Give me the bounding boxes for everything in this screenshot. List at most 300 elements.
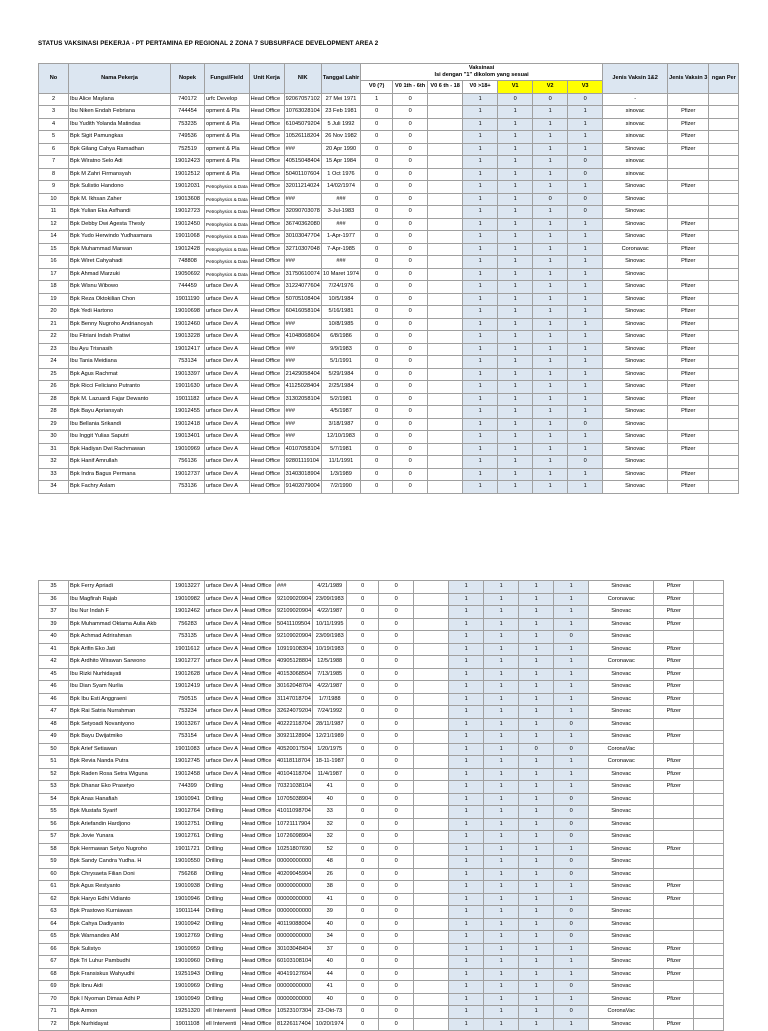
cell-nopek: 753135 xyxy=(171,631,205,644)
cell-nama: Bpk Chrysaeta Filian Doni xyxy=(69,868,171,881)
cell-v0-6-18 xyxy=(428,281,463,294)
cell-nopek: 19011721 xyxy=(171,843,205,856)
cell-v0-7: 0 xyxy=(361,256,393,269)
cell-v0-1-6: 0 xyxy=(393,118,428,131)
cell-dengan xyxy=(709,118,739,131)
cell-fungsi: Drilling xyxy=(205,793,241,806)
cell-jenis3: Pfizer xyxy=(668,343,709,356)
cell-fungsi: urface Dev A xyxy=(205,693,241,706)
cell-nik: 41125028404 xyxy=(284,381,321,394)
cell-v0-7: 0 xyxy=(347,743,379,756)
cell-jenis12: Coronavac xyxy=(603,243,668,256)
cell-v3: 1 xyxy=(554,993,589,1006)
table-row xyxy=(39,643,724,656)
cell-tgl: 11/4/1987 xyxy=(313,768,347,781)
table-row xyxy=(39,343,739,356)
cell-nama: Bpk Muhammad Marwan xyxy=(69,243,171,256)
cell-nik: 91402079004 xyxy=(284,481,321,494)
cell-fungsi: urface Dev A xyxy=(205,593,241,606)
cell-v2: 1 xyxy=(533,456,568,469)
cell-v0-7: 0 xyxy=(361,343,393,356)
cell-v2: 1 xyxy=(533,368,568,381)
cell-tgl: 32 xyxy=(313,818,347,831)
cell-fungsi: Drilling xyxy=(205,881,241,894)
cell-v1: 1 xyxy=(498,431,533,444)
cell-v0-7: 0 xyxy=(361,156,393,169)
cell-v1: 1 xyxy=(484,706,519,719)
cell-fungsi: Drilling xyxy=(205,943,241,956)
cell-nik: 41011098704 xyxy=(276,806,313,819)
table-row xyxy=(39,368,739,381)
cell-v1: 1 xyxy=(484,843,519,856)
cell-no: 64 xyxy=(39,918,69,931)
cell-v0-18: 1 xyxy=(449,956,484,969)
cell-no: 50 xyxy=(39,743,69,756)
cell-v3: 1 xyxy=(568,281,603,294)
cell-nik: 30162048704 xyxy=(276,681,313,694)
cell-nopek: 19251320 xyxy=(171,1006,205,1019)
cell-dengan xyxy=(694,831,724,844)
cell-jenis12: Sinovac xyxy=(589,668,654,681)
cell-v0-18: 1 xyxy=(449,943,484,956)
cell-v0-7: 0 xyxy=(361,306,393,319)
cell-nopek: 19010949 xyxy=(171,993,205,1006)
table-row xyxy=(39,406,739,419)
table-row xyxy=(39,956,724,969)
cell-v0-6-18 xyxy=(414,943,449,956)
cell-v0-18: 1 xyxy=(463,468,498,481)
header-v0-6-18: V0 6 th - 18 xyxy=(428,81,463,94)
cell-unit: Head Office xyxy=(249,193,284,206)
header-jenis3: Jenis Vaksin 3 xyxy=(668,64,709,94)
cell-dengan xyxy=(709,256,739,269)
cell-jenis3 xyxy=(654,743,694,756)
cell-v0-18: 1 xyxy=(449,831,484,844)
cell-tgl: 1/7/1988 xyxy=(313,693,347,706)
cell-v2: 1 xyxy=(519,906,554,919)
cell-nik: 40119088004 xyxy=(276,918,313,931)
cell-jenis3: Pfizer xyxy=(668,381,709,394)
cell-v3: 0 xyxy=(554,743,589,756)
cell-v0-1-6: 0 xyxy=(393,343,428,356)
cell-nopek: 19012769 xyxy=(171,931,205,944)
cell-nik: 40520017504 xyxy=(276,743,313,756)
cell-jenis12: Sinovac xyxy=(603,468,668,481)
cell-jenis12: Sinovac xyxy=(589,993,654,1006)
cell-dengan xyxy=(709,193,739,206)
cell-dengan xyxy=(694,1006,724,1019)
cell-fungsi: Drilling xyxy=(205,956,241,969)
cell-nama: Bpk Wiret Cahyahadi xyxy=(69,256,171,269)
cell-v0-18: 1 xyxy=(463,368,498,381)
cell-v0-18: 1 xyxy=(449,918,484,931)
cell-jenis3 xyxy=(654,718,694,731)
cell-v0-6-18 xyxy=(414,768,449,781)
cell-tgl: 7/24/1976 xyxy=(321,281,360,294)
cell-no: 61 xyxy=(39,881,69,894)
cell-v0-7: 0 xyxy=(347,968,379,981)
cell-v2: 1 xyxy=(533,306,568,319)
cell-v0-18: 1 xyxy=(449,993,484,1006)
cell-v2: 1 xyxy=(519,868,554,881)
cell-v0-1-6: 0 xyxy=(379,768,414,781)
cell-jenis3 xyxy=(654,806,694,819)
cell-v0-1-6: 0 xyxy=(379,1018,414,1031)
cell-v2: 1 xyxy=(519,768,554,781)
cell-v0-18: 1 xyxy=(463,181,498,194)
cell-v3: 1 xyxy=(554,581,589,594)
cell-fungsi: Drilling xyxy=(205,818,241,831)
cell-v0-18: 1 xyxy=(449,606,484,619)
cell-nama: Bpk Arifin Eko Jati xyxy=(69,643,171,656)
cell-v0-18: 1 xyxy=(449,881,484,894)
cell-jenis12: Sinovac xyxy=(589,731,654,744)
table-row xyxy=(39,156,739,169)
cell-v3: 0 xyxy=(554,931,589,944)
cell-v3: 0 xyxy=(554,856,589,869)
cell-fungsi: ell Interventi xyxy=(205,1006,241,1019)
cell-no: 40 xyxy=(39,631,69,644)
cell-nik: 40118118704 xyxy=(276,756,313,769)
cell-nama: Bpk Sulistio Handono xyxy=(69,181,171,194)
cell-v0-7: 0 xyxy=(361,168,393,181)
header-nik: NIK xyxy=(284,64,321,94)
cell-fungsi: urface Dev A xyxy=(205,468,250,481)
cell-v0-6-18 xyxy=(428,331,463,344)
cell-jenis12: Sinovac xyxy=(589,793,654,806)
cell-nama: Bpk Raden Rosa Setra Wiguna xyxy=(69,768,171,781)
cell-v2: 1 xyxy=(519,943,554,956)
table-row xyxy=(39,843,724,856)
cell-nama: Bpk Haryo Edhi Vidianto xyxy=(69,893,171,906)
cell-nik: 92067057102 xyxy=(284,93,321,106)
cell-nik: ### xyxy=(284,143,321,156)
cell-jenis3 xyxy=(654,831,694,844)
table-row xyxy=(39,806,724,819)
cell-nopek: 19011612 xyxy=(171,643,205,656)
cell-v0-18: 1 xyxy=(449,668,484,681)
cell-unit: Head Office xyxy=(249,331,284,344)
cell-no: 37 xyxy=(39,606,69,619)
cell-unit: Head Office xyxy=(241,968,276,981)
cell-no: 54 xyxy=(39,793,69,806)
cell-fungsi: opment & Pla xyxy=(205,156,250,169)
cell-v0-6-18 xyxy=(414,931,449,944)
table-row xyxy=(39,693,724,706)
cell-nopek: 19010960 xyxy=(171,956,205,969)
table-row xyxy=(39,356,739,369)
cell-dengan xyxy=(709,418,739,431)
cell-nik: 10523107304 xyxy=(276,1006,313,1019)
cell-nama: Bpk Reza Oktokilian Chon xyxy=(69,293,171,306)
cell-nik: 40419127604 xyxy=(276,968,313,981)
cell-tgl: 15 Apr 1984 xyxy=(321,156,360,169)
cell-v1: 1 xyxy=(484,818,519,831)
cell-v0-1-6: 0 xyxy=(379,818,414,831)
cell-jenis12: CoronaVac xyxy=(589,743,654,756)
cell-unit: Head Office xyxy=(249,156,284,169)
table-row xyxy=(39,1006,724,1019)
cell-v1: 1 xyxy=(484,893,519,906)
cell-v1: 1 xyxy=(498,343,533,356)
cell-dengan xyxy=(709,406,739,419)
cell-fungsi: Drilling xyxy=(205,868,241,881)
cell-nik: 60416058104 xyxy=(284,306,321,319)
cell-jenis12: Sinovac xyxy=(603,368,668,381)
cell-v2: 1 xyxy=(533,381,568,394)
cell-jenis12: Sinovac xyxy=(589,831,654,844)
cell-v2: 1 xyxy=(533,231,568,244)
cell-jenis3: Pfizer xyxy=(668,293,709,306)
header-vaksinasi-instruction: Isi dengan "1" dikolom yang sesuai xyxy=(434,72,529,78)
cell-tgl: 10/5/1984 xyxy=(321,293,360,306)
cell-v3: 1 xyxy=(554,731,589,744)
cell-nama: Bpk Setyoadi Novantyono xyxy=(69,718,171,731)
cell-nopek: 19012761 xyxy=(171,831,205,844)
cell-dengan xyxy=(694,906,724,919)
table-row xyxy=(39,468,739,481)
cell-v0-18: 1 xyxy=(463,431,498,444)
cell-nama: Bpk Warnandes AM xyxy=(69,931,171,944)
cell-v0-6-18 xyxy=(414,918,449,931)
cell-v0-7: 0 xyxy=(361,406,393,419)
cell-jenis12: Sinovac xyxy=(589,843,654,856)
cell-v0-1-6: 0 xyxy=(393,143,428,156)
cell-jenis3: Pfizer xyxy=(654,781,694,794)
cell-dengan xyxy=(709,143,739,156)
cell-tgl: 1 Oct 1976 xyxy=(321,168,360,181)
table-row xyxy=(39,393,739,406)
cell-nopek: 744459 xyxy=(171,281,205,294)
cell-v0-6-18 xyxy=(414,793,449,806)
cell-jenis3: Pfizer xyxy=(668,368,709,381)
cell-nik: 31403018904 xyxy=(284,468,321,481)
cell-v2: 1 xyxy=(519,981,554,994)
table-row xyxy=(39,668,724,681)
cell-unit: Head Office xyxy=(249,318,284,331)
cell-jenis3: Pfizer xyxy=(668,393,709,406)
cell-v3: 1 xyxy=(568,443,603,456)
cell-v2: 1 xyxy=(533,318,568,331)
cell-v0-18: 1 xyxy=(449,818,484,831)
cell-fungsi: Petrophysics & Data xyxy=(205,243,250,256)
cell-nama: Bpk I Nyoman Dimas Adhi P xyxy=(69,993,171,1006)
cell-v1: 1 xyxy=(484,993,519,1006)
cell-v0-7: 0 xyxy=(347,593,379,606)
cell-v2: 1 xyxy=(519,806,554,819)
cell-dengan xyxy=(694,993,724,1006)
cell-tgl: ### xyxy=(321,193,360,206)
cell-nopek: 744399 xyxy=(171,781,205,794)
cell-unit: Head Office xyxy=(241,618,276,631)
cell-no: 23 xyxy=(39,343,69,356)
cell-v0-1-6: 0 xyxy=(379,718,414,731)
cell-v0-18: 1 xyxy=(449,756,484,769)
cell-v0-6-18 xyxy=(414,856,449,869)
cell-v2: 1 xyxy=(519,693,554,706)
cell-no: 22 xyxy=(39,331,69,344)
cell-unit: Head Office xyxy=(241,781,276,794)
cell-v1: 1 xyxy=(484,618,519,631)
cell-v0-6-18 xyxy=(414,806,449,819)
cell-tgl: ### xyxy=(321,218,360,231)
cell-nopek: 19012745 xyxy=(171,756,205,769)
cell-dengan xyxy=(694,668,724,681)
cell-jenis3: Pfizer xyxy=(668,231,709,244)
cell-v0-1-6: 0 xyxy=(393,168,428,181)
cell-v2: 1 xyxy=(519,681,554,694)
cell-tgl: 26 xyxy=(313,868,347,881)
cell-jenis12: Sinovac xyxy=(603,331,668,344)
cell-v0-6-18 xyxy=(414,868,449,881)
cell-fungsi: urface Dev A xyxy=(205,731,241,744)
cell-nik: 32011214024 xyxy=(284,181,321,194)
cell-fungsi: Drilling xyxy=(205,968,241,981)
cell-unit: Head Office xyxy=(241,768,276,781)
cell-nopek: 19012458 xyxy=(171,768,205,781)
cell-fungsi: Drilling xyxy=(205,993,241,1006)
cell-nik: 40209045904 xyxy=(276,868,313,881)
cell-v0-7: 0 xyxy=(347,1018,379,1031)
cell-v0-1-6: 0 xyxy=(379,631,414,644)
cell-v0-6-18 xyxy=(428,206,463,219)
table-row xyxy=(39,231,739,244)
cell-v0-1-6: 0 xyxy=(393,381,428,394)
cell-no: 16 xyxy=(39,256,69,269)
cell-fungsi: urface Dev A xyxy=(205,681,241,694)
table-row xyxy=(39,218,739,231)
cell-v0-7: 0 xyxy=(347,831,379,844)
cell-v3: 1 xyxy=(554,781,589,794)
cell-dengan xyxy=(709,268,739,281)
cell-fungsi: urface Dev A xyxy=(205,331,250,344)
cell-jenis3: Pfizer xyxy=(668,218,709,231)
cell-nama: Bpk Benny Nugroho Andrianoyah xyxy=(69,318,171,331)
cell-no: 67 xyxy=(39,956,69,969)
cell-no: 6 xyxy=(39,143,69,156)
cell-v3: 1 xyxy=(568,181,603,194)
cell-v0-6-18 xyxy=(428,231,463,244)
table-row xyxy=(39,381,739,394)
cell-jenis3 xyxy=(654,856,694,869)
cell-fungsi: Petrophysics & Data xyxy=(205,231,250,244)
cell-nik: 30103047704 xyxy=(284,231,321,244)
cell-jenis3: Pfizer xyxy=(654,581,694,594)
cell-no: 32 xyxy=(39,456,69,469)
cell-fungsi: Drilling xyxy=(205,781,241,794)
cell-nama: Ibu Rizki Nurhidayati xyxy=(69,668,171,681)
cell-nama: Ibu Inggit Yulias Saputri xyxy=(69,431,171,444)
cell-jenis12: Sinovac xyxy=(589,931,654,944)
cell-fungsi: Drilling xyxy=(205,856,241,869)
cell-nik: 10721117904 xyxy=(276,818,313,831)
cell-jenis3 xyxy=(654,868,694,881)
cell-nik: 10726098904 xyxy=(276,831,313,844)
cell-jenis12: Sinovac xyxy=(589,868,654,881)
cell-jenis3: Pfizer xyxy=(654,956,694,969)
cell-jenis3: Pfizer xyxy=(668,118,709,131)
cell-jenis3: Pfizer xyxy=(668,131,709,144)
cell-tgl: 23/09/1983 xyxy=(313,631,347,644)
cell-fungsi: opment & Pla xyxy=(205,106,250,119)
cell-v0-6-18 xyxy=(428,181,463,194)
cell-fungsi: urface Dev A xyxy=(205,318,250,331)
cell-nopek: 19013608 xyxy=(171,193,205,206)
cell-jenis3: Pfizer xyxy=(654,1018,694,1031)
cell-nopek: 19011068 xyxy=(171,231,205,244)
table-row xyxy=(39,718,724,731)
cell-nik: ### xyxy=(284,418,321,431)
cell-jenis12: Sinovac xyxy=(589,706,654,719)
cell-no: 56 xyxy=(39,818,69,831)
cell-v2: 1 xyxy=(533,268,568,281)
cell-v2: 1 xyxy=(533,356,568,369)
cell-nama: Bpk M. Ikhsan Zaher xyxy=(69,193,171,206)
cell-v0-1-6: 0 xyxy=(379,868,414,881)
cell-v0-7: 0 xyxy=(361,393,393,406)
table-row xyxy=(39,918,724,931)
cell-jenis3: Pfizer xyxy=(654,706,694,719)
cell-nama: Ibu Magfirah Rajab xyxy=(69,593,171,606)
cell-v3: 1 xyxy=(568,468,603,481)
cell-v1: 1 xyxy=(484,956,519,969)
cell-nama: Bpk Mustafa Syarif xyxy=(69,806,171,819)
cell-v2: 1 xyxy=(519,731,554,744)
cell-tgl: 37 xyxy=(313,943,347,956)
cell-no: 14 xyxy=(39,231,69,244)
cell-no: 21 xyxy=(39,318,69,331)
cell-v0-18: 1 xyxy=(449,731,484,744)
cell-unit: Head Office xyxy=(241,818,276,831)
cell-dengan xyxy=(694,943,724,956)
cell-dengan xyxy=(709,356,739,369)
cell-nopek: 19012423 xyxy=(171,156,205,169)
cell-unit: Head Office xyxy=(241,981,276,994)
cell-nopek: 19012727 xyxy=(171,656,205,669)
cell-jenis3: Pfizer xyxy=(668,181,709,194)
cell-v2: 1 xyxy=(519,593,554,606)
cell-v2: 1 xyxy=(533,181,568,194)
cell-nik: 40153068504 xyxy=(276,668,313,681)
cell-nopek: 19012450 xyxy=(171,218,205,231)
table-row xyxy=(39,581,724,594)
cell-v0-18: 1 xyxy=(463,443,498,456)
cell-nama: Bpk Yudo Herwindo Yudhasmara xyxy=(69,231,171,244)
cell-unit: Head Office xyxy=(249,406,284,419)
cell-jenis3 xyxy=(654,631,694,644)
cell-unit: Head Office xyxy=(241,1018,276,1031)
cell-unit: Head Office xyxy=(241,906,276,919)
cell-fungsi: Drilling xyxy=(205,893,241,906)
cell-jenis3: Pfizer xyxy=(654,681,694,694)
cell-v0-18: 1 xyxy=(463,131,498,144)
cell-v0-6-18 xyxy=(414,1006,449,1019)
cell-unit: Head Office xyxy=(241,993,276,1006)
cell-no: 29 xyxy=(39,418,69,431)
cell-v0-1-6: 0 xyxy=(393,331,428,344)
cell-v0-1-6: 0 xyxy=(393,181,428,194)
cell-v0-18: 1 xyxy=(463,231,498,244)
cell-nik: 00000000000 xyxy=(276,931,313,944)
cell-v1: 1 xyxy=(484,781,519,794)
cell-v2: 1 xyxy=(519,706,554,719)
table-row xyxy=(39,943,724,956)
cell-unit: Head Office xyxy=(241,868,276,881)
cell-v0-1-6: 0 xyxy=(379,893,414,906)
cell-v0-7: 0 xyxy=(347,643,379,656)
cell-jenis12: Sinovac xyxy=(589,943,654,956)
cell-jenis12: Sinovac xyxy=(589,918,654,931)
